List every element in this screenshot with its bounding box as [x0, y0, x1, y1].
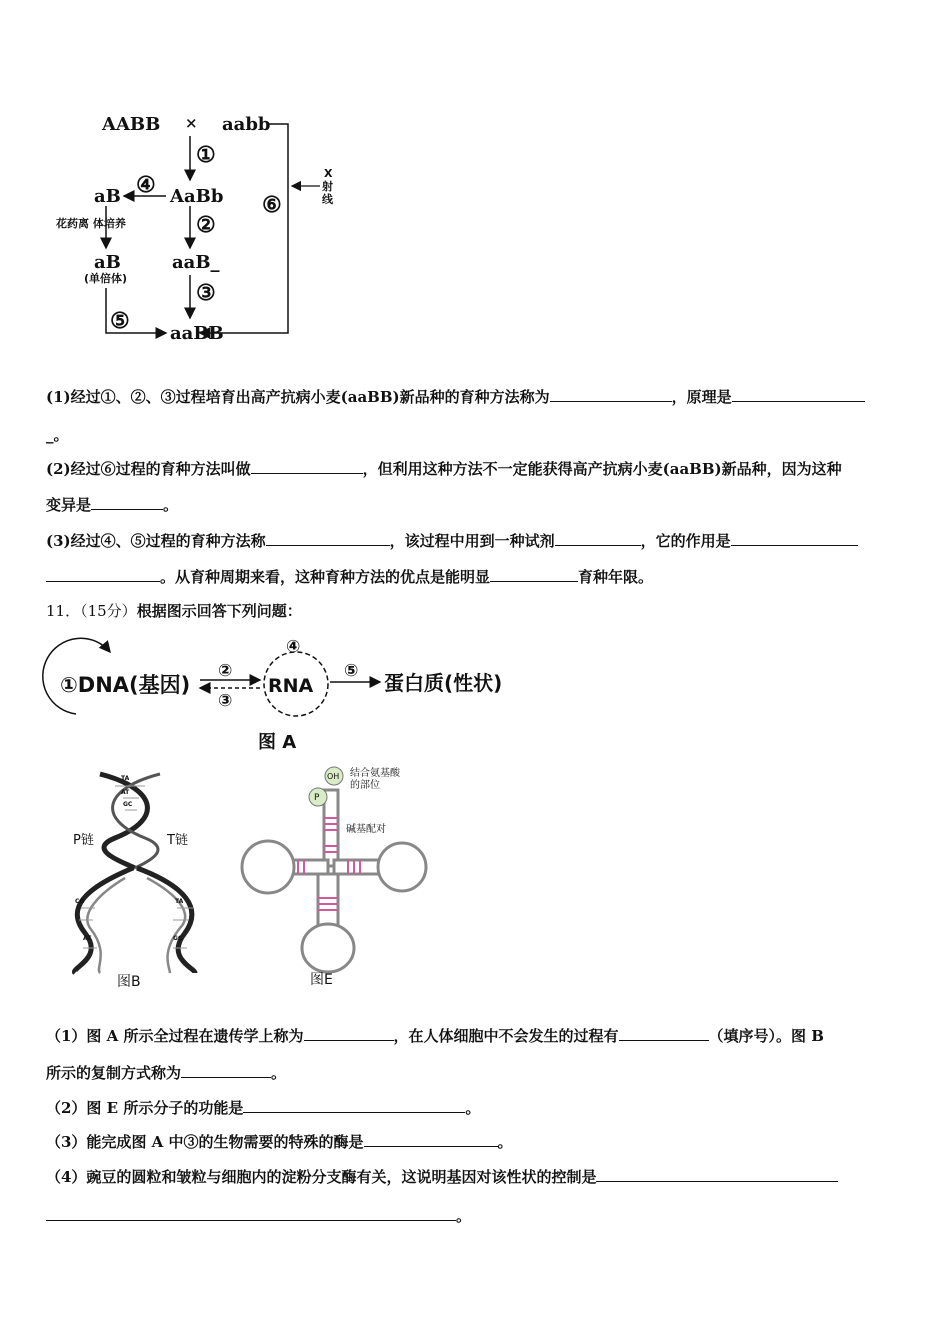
figure-a	[40, 630, 560, 760]
p-chain-label: P链	[73, 833, 94, 848]
q11-3-blank[interactable]	[364, 1132, 498, 1147]
d-loop	[242, 841, 294, 893]
pair-label-1: TA	[121, 775, 130, 782]
step4-label: ④	[286, 637, 301, 657]
q10-3-blank-d[interactable]	[46, 567, 160, 582]
pair-label-5: AT	[83, 935, 92, 942]
parent2: aabb	[222, 114, 271, 135]
q10-2-text: (2)经过⑥过程的育种方法叫做	[46, 460, 251, 478]
step6-label: ⑥	[262, 192, 282, 218]
q11-2-line	[46, 1097, 480, 1118]
q10-1-line1	[46, 386, 865, 407]
figure-b	[55, 768, 225, 998]
haploid: aB	[94, 252, 121, 273]
f2: aaB_	[172, 252, 220, 273]
step4-label: ④	[136, 172, 156, 198]
cross-sign: ×	[185, 114, 198, 132]
q10-2-end: 。	[163, 496, 179, 514]
q11-4-b: 。	[456, 1207, 472, 1225]
xray-xian: 线	[322, 193, 333, 206]
q10-3-blank-a[interactable]	[266, 531, 390, 546]
step5-label: ⑤	[344, 661, 359, 681]
q11-1-e: 。	[271, 1064, 287, 1082]
q10-3-blank-e[interactable]	[490, 567, 578, 582]
pair-label-7: GC	[173, 935, 183, 942]
q10-3-blank-c[interactable]	[731, 531, 858, 546]
t-loop	[378, 843, 426, 891]
q11-1-b: ，在人体细胞中不会发生的过程有	[393, 1027, 619, 1045]
figure-b-caption: 图B	[117, 974, 141, 990]
q11-1-line2	[46, 1062, 286, 1083]
result: aaBB	[170, 323, 224, 344]
q11-1-blank-a[interactable]	[304, 1026, 394, 1041]
base-pair-label: 碱基配对	[346, 824, 386, 835]
step3-label: ③	[218, 691, 233, 711]
aa-site-label-1: 结合氨基酸	[350, 768, 400, 779]
q11-2-b: 。	[465, 1099, 481, 1117]
q11-text: 根据图示回答下列问题：	[136, 602, 302, 620]
q10-2-blank-a[interactable]	[251, 459, 363, 474]
q11-3-a: （3）能完成图 A 中③的生物需要的特殊的酶是	[46, 1133, 364, 1151]
step5-label: ⑤	[110, 308, 130, 334]
figure-e-caption: 图E	[310, 972, 333, 988]
rna-label: RNA	[268, 675, 314, 697]
q11-number: 11．	[46, 602, 81, 620]
dna-label: ①DNA(基因)	[60, 673, 191, 697]
q11-4-blank-a[interactable]	[596, 1167, 838, 1182]
step3-label: ③	[196, 280, 216, 306]
t-chain-label: T链	[167, 833, 188, 848]
q11-4-line2	[46, 1205, 471, 1226]
q11-2-blank[interactable]	[243, 1098, 465, 1113]
pair-label-2: AT	[121, 789, 130, 796]
anther-culture: 花药离 体培养	[56, 217, 126, 230]
q11-2-a: （2）图 E 所示分子的功能是	[46, 1099, 244, 1117]
breeding-diagram	[0, 100, 360, 350]
pair-label-6: TA	[175, 898, 184, 905]
q10-3-mid2: ，它的作用是	[640, 532, 731, 550]
pair-label-3: GC	[123, 801, 133, 808]
q10-1-line2	[46, 424, 69, 445]
q11-1-line1	[46, 1025, 824, 1046]
figure-e	[238, 760, 438, 992]
parent1: AABB	[102, 114, 161, 135]
figure-a-caption: 图 A	[258, 732, 297, 753]
step2-label: ②	[218, 661, 233, 681]
q11-1-d: 所示的复制方式称为	[46, 1064, 182, 1082]
q10-3-line2	[46, 566, 653, 587]
q11-4-a: （4）豌豆的圆粒和皱粒与细胞内的淀粉分支酶有关，这说明基因对该性状的控制是	[46, 1168, 597, 1186]
q10-1-mid: ，原理是	[671, 388, 732, 406]
q11-4-line1	[46, 1166, 838, 1187]
p-label: P	[314, 793, 320, 803]
q10-3-line2-end: 。从育种周期来看，这种育种方法的优点是能明显	[160, 568, 491, 586]
q10-1-cont: _。	[46, 426, 69, 444]
q11-3-line	[46, 1131, 513, 1152]
q10-3-line1	[46, 530, 858, 551]
q10-2-mid: ，但利用这种方法不一定能获得高产抗病小麦(aaBB)新品种，因为这种	[362, 460, 842, 478]
q10-1-blank-a[interactable]	[550, 387, 672, 402]
q10-3-blank-b[interactable]	[555, 531, 641, 546]
q11-header	[46, 600, 302, 621]
q10-2-blank-b[interactable]	[91, 495, 163, 510]
q10-2-line1	[46, 458, 842, 479]
protein-label: 蛋白质(性状)	[384, 671, 503, 695]
q10-1-text: (1)经过①、②、③过程培育出高产抗病小麦(aaBB)新品种的育种方法称为	[46, 388, 550, 406]
xray-she: 射	[322, 180, 333, 193]
q11-1-a: （1）图 A 所示全过程在遗传学上称为	[46, 1027, 304, 1045]
q10-2-line2-text: 变异是	[46, 496, 92, 514]
f1: AaBb	[170, 186, 224, 207]
q10-3-mid: ，该过程中用到一种试剂	[389, 532, 555, 550]
q11-score: （15分）	[80, 602, 137, 620]
pair-label-4: CG	[75, 898, 85, 905]
haploid-note: (单倍体)	[84, 272, 128, 285]
q10-3-text: (3)经过④、⑤过程的育种方法称	[46, 532, 266, 550]
step1-label: ①	[196, 142, 216, 168]
q10-1-blank-b[interactable]	[732, 387, 865, 402]
oh-label: OH	[327, 772, 340, 781]
q11-1-blank-b[interactable]	[619, 1026, 709, 1041]
t-arm	[334, 860, 382, 874]
q11-4-blank-b[interactable]	[46, 1206, 456, 1221]
aa-site-label-2: 的部位	[350, 780, 380, 791]
q11-1-blank-c[interactable]	[181, 1063, 271, 1078]
step2-label: ②	[196, 212, 216, 238]
haploid-source: aB	[94, 186, 121, 207]
anticodon-loop	[302, 924, 354, 972]
q10-2-line2	[46, 494, 178, 515]
q10-3-line2-tail: 育种年限。	[578, 568, 654, 586]
xray-x: X	[324, 167, 333, 180]
q11-3-b: 。	[497, 1133, 513, 1151]
q11-1-c: （填序号）。图 B	[708, 1027, 824, 1045]
